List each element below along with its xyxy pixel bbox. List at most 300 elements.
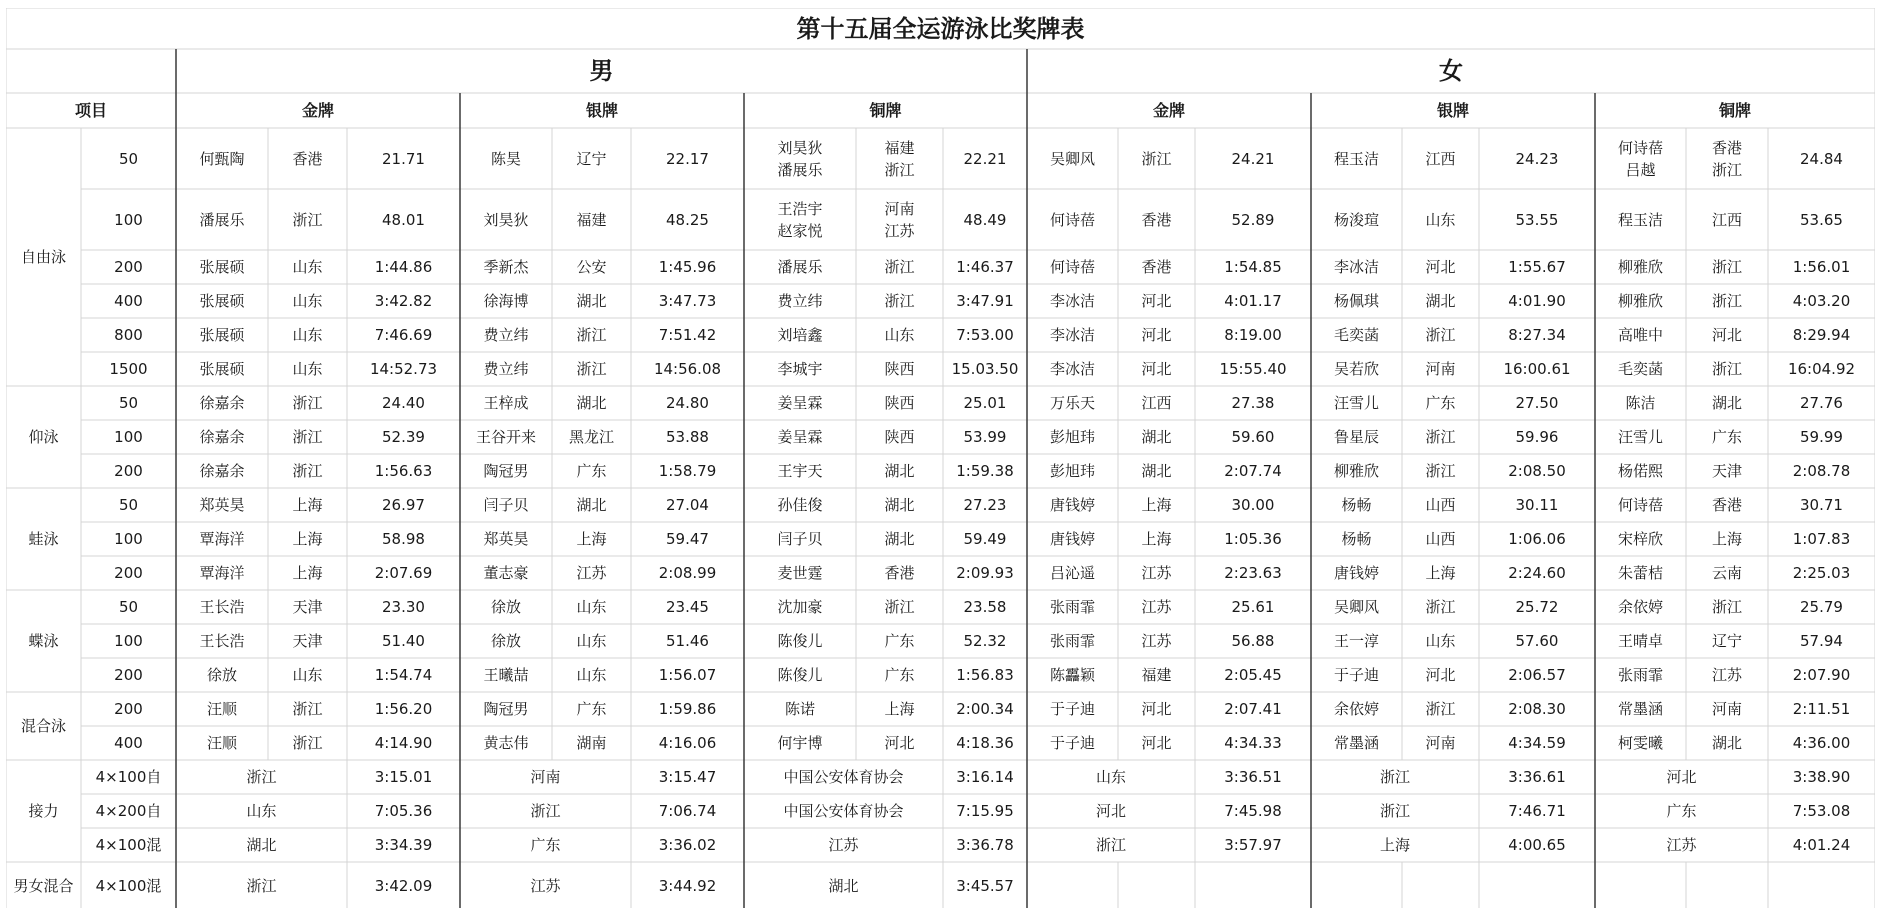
result-time: 27.23 (963, 496, 1007, 514)
result-time: 23.30 (382, 598, 425, 616)
result-time: 1:56.07 (658, 666, 717, 684)
result-time: 8:27.34 (1508, 326, 1566, 344)
athlete-name: 张雨霏 (1049, 632, 1095, 650)
athlete-name: 余依婷 (1617, 598, 1663, 616)
relay-team: 江苏 (1666, 836, 1697, 854)
medal-header-silver: 银牌 (1436, 100, 1469, 120)
team-name: 辽宁 (576, 149, 607, 168)
athlete-name: 潘展乐 (199, 210, 245, 229)
result-time: 2:08.78 (1792, 462, 1851, 480)
athlete-name: 毛奕菡 (1617, 360, 1663, 378)
team-name: 山东 (1425, 210, 1456, 229)
team-name: 湖北 (576, 496, 607, 514)
result-time: 52.32 (963, 632, 1007, 650)
team-name: 浙江 (1711, 258, 1742, 276)
result-time: 2:07.41 (1224, 700, 1282, 718)
result-time: 1:44.86 (374, 258, 433, 276)
result-time: 59.99 (1800, 428, 1843, 446)
result-time: 2:00.34 (956, 700, 1014, 718)
athlete-name: 朱蕾桔 (1617, 564, 1663, 582)
athlete-name: 何甄陶 (199, 149, 245, 168)
athlete-name: 黄志伟 (483, 734, 529, 752)
result-time: 51.40 (382, 632, 425, 650)
relay-team: 河北 (1095, 802, 1126, 820)
team-name: 河北 (1141, 326, 1172, 344)
team-name: 湖北 (1141, 462, 1172, 480)
athlete-name: 程玉洁 (1333, 149, 1379, 168)
result-time: 53.99 (963, 428, 1007, 446)
distance-label: 100 (114, 530, 143, 548)
result-time: 25.01 (963, 394, 1007, 412)
team-name: 浙江 (884, 598, 915, 616)
team-name: 河北 (884, 734, 915, 752)
result-time: 24.40 (382, 394, 425, 412)
team-name: 浙江 (1425, 598, 1456, 616)
result-time: 24.84 (1800, 149, 1843, 168)
relay-team: 河北 (1666, 768, 1697, 786)
result-time: 59.49 (963, 530, 1007, 548)
result-time: 3:38.90 (1792, 768, 1851, 786)
athlete-name: 费立纬 (483, 326, 529, 344)
team-name: 河北 (1711, 326, 1742, 344)
relay-team: 浙江 (1379, 802, 1410, 820)
result-time: 1:54.85 (1224, 258, 1282, 276)
result-time: 57.60 (1515, 632, 1559, 650)
result-time: 30.71 (1800, 496, 1843, 514)
stroke-label: 接力 (28, 802, 59, 820)
athlete-name: 姜呈霖 (777, 428, 823, 446)
result-time: 52.89 (1231, 210, 1275, 229)
team-name: 上海 (292, 530, 323, 548)
result-time: 4:01.24 (1792, 836, 1851, 854)
result-time: 27.76 (1800, 394, 1843, 412)
team-name: 浙江 (884, 292, 915, 310)
result-time: 2:07.69 (374, 564, 433, 582)
result-time: 2:24.60 (1508, 564, 1566, 582)
result-time: 7:06.74 (658, 802, 717, 820)
result-time: 3:36.78 (956, 836, 1014, 854)
athlete-name: 余依婷 (1333, 700, 1379, 718)
athlete-name: 王谷开来 (475, 428, 536, 446)
distance-label: 200 (114, 564, 143, 582)
athlete-name: 毛奕菡 (1333, 326, 1379, 344)
project-header: 项目 (74, 100, 107, 120)
team-name: 浙江 (292, 734, 323, 752)
result-time: 1:59.86 (658, 700, 717, 718)
result-time: 1:06.06 (1508, 530, 1566, 548)
team-name: 浙江 (1711, 360, 1742, 378)
team-name: 上海 (884, 700, 915, 718)
result-time: 3:36.61 (1508, 768, 1566, 786)
team-name: 山东 (576, 666, 607, 684)
athlete-name: 杨浚瑄 (1333, 210, 1379, 229)
relay-team: 山东 (246, 802, 277, 820)
athlete-name: 杨偌熙 (1617, 462, 1663, 480)
athlete-name: 李冰洁 (1049, 360, 1095, 378)
result-time: 4:34.59 (1508, 734, 1566, 752)
team-name: 香港 (884, 564, 915, 582)
stroke-label: 蝶泳 (28, 632, 59, 650)
result-time: 2:06.57 (1508, 666, 1566, 684)
relay-team: 江苏 (828, 836, 859, 854)
result-time: 3:15.01 (374, 768, 433, 786)
result-time: 1:56.83 (956, 666, 1014, 684)
athlete-name: 潘展乐 (777, 258, 823, 276)
result-time: 23.45 (666, 598, 709, 616)
medal-header-gold: 金牌 (1152, 100, 1185, 120)
result-time: 8:29.94 (1792, 326, 1851, 344)
relay-event-label: 4×100混 (95, 836, 162, 854)
result-time: 3:57.97 (1224, 836, 1282, 854)
athlete-name: 陈靐颖 (1049, 666, 1095, 684)
result-time: 59.60 (1231, 428, 1275, 446)
distance-label: 1500 (109, 360, 148, 378)
team-name: 山东 (292, 326, 323, 344)
team-name: 浙江 (1425, 462, 1456, 480)
result-time: 1:56.20 (374, 700, 433, 718)
medal-header-bronze: 铜牌 (1718, 100, 1751, 120)
athlete-name: 董志豪 (483, 564, 529, 582)
athlete-name: 王浩宇 赵家悦 (777, 199, 823, 240)
result-time: 30.00 (1231, 496, 1275, 514)
athlete-name: 李城宇 (777, 360, 823, 378)
athlete-name: 张雨霏 (1049, 598, 1095, 616)
team-name: 浙江 (1425, 428, 1456, 446)
result-time: 7:15.95 (956, 802, 1014, 820)
result-time: 2:11.51 (1792, 700, 1851, 718)
athlete-name: 陈诺 (784, 700, 815, 718)
gender-header-female: 女 (1439, 57, 1463, 85)
athlete-name: 高唯中 (1617, 326, 1663, 344)
team-name: 上海 (1711, 530, 1742, 548)
distance-label: 50 (118, 149, 139, 168)
team-name: 浙江 (292, 462, 323, 480)
team-name: 河南 (1425, 734, 1456, 752)
result-time: 3:36.51 (1224, 768, 1282, 786)
athlete-name: 何诗蓓 (1049, 258, 1095, 276)
athlete-name: 季新杰 (483, 258, 529, 276)
result-time: 27.50 (1515, 394, 1559, 412)
result-time: 1:46.37 (956, 258, 1014, 276)
result-time: 1:56.01 (1792, 258, 1851, 276)
athlete-name: 杨佩琪 (1333, 292, 1379, 310)
team-name: 江西 (1141, 394, 1172, 412)
team-name: 浙江 (576, 360, 607, 378)
result-time: 1:58.79 (658, 462, 717, 480)
result-time: 2:07.90 (1792, 666, 1851, 684)
athlete-name: 陈昊 (490, 149, 521, 168)
athlete-name: 万乐天 (1049, 394, 1095, 412)
result-time: 4:01.17 (1224, 292, 1282, 310)
team-name: 香港 (1141, 210, 1172, 229)
team-name: 河北 (1425, 258, 1456, 276)
athlete-name: 汪顺 (206, 700, 237, 718)
athlete-name: 常墨涵 (1333, 734, 1379, 752)
team-name: 浙江 (576, 326, 607, 344)
team-name: 山东 (1425, 632, 1456, 650)
result-time: 7:45.98 (1224, 802, 1282, 820)
athlete-name: 何诗蓓 (1049, 210, 1095, 229)
result-time: 25.61 (1231, 598, 1275, 616)
relay-team: 浙江 (246, 877, 277, 895)
relay-team: 广东 (1666, 802, 1697, 820)
team-name: 湖北 (884, 496, 915, 514)
result-time: 2:09.93 (956, 564, 1014, 582)
athlete-name: 王晴卓 (1617, 632, 1663, 650)
relay-team: 浙江 (530, 802, 561, 820)
distance-label: 50 (118, 394, 139, 412)
team-name: 湖北 (576, 394, 607, 412)
result-time: 59.96 (1515, 428, 1559, 446)
relay-team: 浙江 (1095, 836, 1126, 854)
athlete-name: 覃海洋 (199, 564, 245, 582)
team-name: 江西 (1711, 210, 1742, 229)
athlete-name: 麦世霆 (777, 564, 823, 582)
result-time: 3:15.47 (658, 768, 717, 786)
team-name: 公安 (576, 258, 607, 276)
athlete-name: 费立纬 (483, 360, 529, 378)
athlete-name: 鲁星辰 (1333, 428, 1379, 446)
stroke-label: 仰泳 (28, 428, 59, 446)
athlete-name: 杨畅 (1341, 496, 1372, 514)
medal-table (6, 8, 1875, 908)
team-name: 香港 (1141, 258, 1172, 276)
result-time: 3:47.73 (658, 292, 717, 310)
athlete-name: 常墨涵 (1617, 700, 1663, 718)
result-time: 59.47 (666, 530, 709, 548)
team-name: 广东 (884, 632, 915, 650)
relay-event-label: 4×100混 (95, 877, 162, 895)
athlete-name: 孙佳俊 (777, 496, 823, 514)
result-time: 16:04.92 (1787, 360, 1856, 378)
team-name: 山东 (576, 598, 607, 616)
athlete-name: 王长浩 (199, 598, 245, 616)
team-name: 辽宁 (1711, 632, 1742, 650)
athlete-name: 柳雅欣 (1333, 462, 1379, 480)
relay-team: 中国公安体育协会 (783, 802, 904, 820)
athlete-name: 王一淳 (1333, 632, 1379, 650)
team-name: 浙江 (292, 394, 323, 412)
team-name: 河北 (1141, 292, 1172, 310)
result-time: 15.03.50 (951, 360, 1019, 378)
team-name: 湖北 (576, 292, 607, 310)
team-name: 浙江 (292, 700, 323, 718)
athlete-name: 王梓成 (483, 394, 529, 412)
relay-event-label: 4×100自 (95, 768, 162, 786)
result-time: 52.39 (382, 428, 425, 446)
stroke-label: 自由泳 (20, 248, 66, 266)
athlete-name: 汪雪儿 (1617, 428, 1663, 446)
team-name: 河北 (1141, 700, 1172, 718)
team-name: 福建 (1141, 666, 1172, 684)
team-name: 江西 (1425, 149, 1456, 168)
result-time: 27.38 (1231, 394, 1275, 412)
distance-label: 400 (114, 734, 143, 752)
team-name: 湖北 (884, 530, 915, 548)
athlete-name: 唐钱婷 (1049, 496, 1095, 514)
result-time: 22.17 (666, 149, 709, 168)
medal-header-gold: 金牌 (301, 100, 334, 120)
team-name: 江苏 (576, 564, 607, 582)
distance-label: 200 (114, 462, 143, 480)
athlete-name: 汪雪儿 (1333, 394, 1379, 412)
result-time: 4:34.33 (1224, 734, 1282, 752)
result-time: 14:52.73 (369, 360, 438, 378)
athlete-name: 陈洁 (1625, 394, 1656, 412)
result-time: 7:51.42 (658, 326, 717, 344)
relay-team: 浙江 (1379, 768, 1410, 786)
athlete-name: 徐嘉余 (199, 428, 245, 446)
team-name: 河北 (1141, 734, 1172, 752)
result-time: 53.55 (1515, 210, 1559, 229)
team-name: 山东 (292, 258, 323, 276)
result-time: 24.80 (666, 394, 709, 412)
athlete-name: 何诗蓓 (1617, 496, 1663, 514)
team-name: 香港 浙江 (1711, 138, 1742, 179)
result-time: 4:36.00 (1792, 734, 1851, 752)
result-time: 3:45.57 (956, 877, 1014, 895)
stroke-label: 混合泳 (20, 717, 66, 735)
stroke-label: 蛙泳 (28, 530, 59, 548)
athlete-name: 刘昊狄 (483, 210, 529, 229)
result-time: 2:08.50 (1508, 462, 1566, 480)
team-name: 广东 (884, 666, 915, 684)
team-name: 山西 (1425, 496, 1456, 514)
result-time: 1:54.74 (374, 666, 433, 684)
relay-team: 河南 (530, 768, 561, 786)
medal-header-bronze: 铜牌 (869, 100, 902, 120)
result-time: 1:07.83 (1792, 530, 1851, 548)
result-time: 25.72 (1515, 598, 1559, 616)
team-name: 山东 (292, 292, 323, 310)
result-time: 7:46.71 (1508, 802, 1566, 820)
athlete-name: 何宇博 (777, 734, 823, 752)
athlete-name: 徐海博 (483, 292, 529, 310)
team-name: 上海 (292, 564, 323, 582)
team-name: 天津 (292, 632, 323, 650)
result-time: 7:53.00 (956, 326, 1014, 344)
team-name: 广东 (1711, 428, 1742, 446)
team-name: 陕西 (884, 360, 915, 378)
team-name: 福建 浙江 (884, 138, 915, 179)
gender-header-male: 男 (589, 57, 614, 85)
athlete-name: 于子迪 (1333, 666, 1379, 684)
team-name: 云南 (1711, 564, 1742, 582)
athlete-name: 汪顺 (206, 734, 237, 752)
team-name: 陕西 (884, 428, 915, 446)
result-time: 3:42.09 (374, 877, 433, 895)
athlete-name: 柳雅欣 (1617, 258, 1663, 276)
athlete-name: 陶冠男 (483, 462, 529, 480)
result-time: 4:01.90 (1508, 292, 1566, 310)
athlete-name: 柳雅欣 (1617, 292, 1663, 310)
team-name: 河北 (1141, 360, 1172, 378)
athlete-name: 闫子贝 (777, 530, 823, 548)
result-time: 1:55.67 (1508, 258, 1566, 276)
athlete-name: 唐钱婷 (1049, 530, 1095, 548)
athlete-name: 王曦喆 (483, 666, 529, 684)
athlete-name: 张雨霏 (1617, 666, 1663, 684)
result-time: 15:55.40 (1219, 360, 1287, 378)
team-name: 浙江 (1141, 149, 1172, 168)
result-time: 24.21 (1231, 149, 1275, 168)
athlete-name: 彭旭玮 (1049, 462, 1095, 480)
athlete-name: 程玉洁 (1617, 210, 1663, 229)
athlete-name: 张展硕 (199, 360, 245, 378)
relay-team: 中国公安体育协会 (783, 768, 904, 786)
team-name: 浙江 (1711, 292, 1742, 310)
team-name: 山西 (1425, 530, 1456, 548)
team-name: 河南 (1425, 360, 1456, 378)
distance-label: 200 (114, 666, 143, 684)
team-name: 山东 (292, 666, 323, 684)
result-time: 3:36.02 (658, 836, 717, 854)
result-time: 1:05.36 (1224, 530, 1282, 548)
athlete-name: 张展硕 (199, 292, 245, 310)
team-name: 浙江 (292, 210, 323, 229)
result-time: 26.97 (382, 496, 425, 514)
result-time: 2:25.03 (1792, 564, 1851, 582)
team-name: 湖北 (1425, 292, 1456, 310)
athlete-name: 张展硕 (199, 258, 245, 276)
result-time: 4:14.90 (374, 734, 433, 752)
team-name: 上海 (576, 530, 607, 548)
athlete-name: 闫子贝 (483, 496, 529, 514)
team-name: 广东 (576, 700, 607, 718)
result-time: 56.88 (1231, 632, 1275, 650)
team-name: 福建 (576, 210, 607, 229)
athlete-name: 彭旭玮 (1049, 428, 1095, 446)
athlete-name: 姜呈霖 (777, 394, 823, 412)
team-name: 上海 (1141, 530, 1172, 548)
result-time: 2:08.99 (658, 564, 717, 582)
result-time: 4:16.06 (658, 734, 717, 752)
athlete-name: 刘昊狄 潘展乐 (777, 138, 823, 179)
result-time: 22.21 (963, 149, 1007, 168)
result-time: 27.04 (666, 496, 709, 514)
relay-team: 江苏 (530, 877, 561, 895)
team-name: 广东 (1425, 394, 1456, 412)
athlete-name: 吴若欣 (1333, 360, 1379, 378)
result-time: 4:03.20 (1792, 292, 1851, 310)
team-name: 浙江 (884, 258, 915, 276)
team-name: 黑龙江 (568, 428, 614, 446)
athlete-name: 王长浩 (199, 632, 245, 650)
result-time: 4:18.36 (956, 734, 1014, 752)
team-name: 天津 (1711, 462, 1742, 480)
team-name: 河南 (1711, 700, 1742, 718)
result-time: 3:42.82 (374, 292, 433, 310)
team-name: 江苏 (1141, 564, 1172, 582)
result-time: 51.46 (666, 632, 709, 650)
result-time: 1:45.96 (658, 258, 717, 276)
team-name: 湖北 (884, 462, 915, 480)
athlete-name: 陶冠男 (483, 700, 529, 718)
team-name: 广东 (576, 462, 607, 480)
distance-label: 50 (118, 598, 139, 616)
athlete-name: 柯雯曦 (1617, 734, 1663, 752)
athlete-name: 沈加豪 (777, 598, 823, 616)
athlete-name: 陈俊儿 (777, 666, 823, 684)
relay-team: 广东 (530, 836, 561, 854)
team-name: 浙江 (1425, 700, 1456, 718)
team-name: 上海 (1425, 564, 1456, 582)
result-time: 3:34.39 (374, 836, 433, 854)
result-time: 8:19.00 (1224, 326, 1282, 344)
result-time: 2:05.45 (1224, 666, 1282, 684)
result-time: 4:00.65 (1508, 836, 1566, 854)
team-name: 天津 (292, 598, 323, 616)
